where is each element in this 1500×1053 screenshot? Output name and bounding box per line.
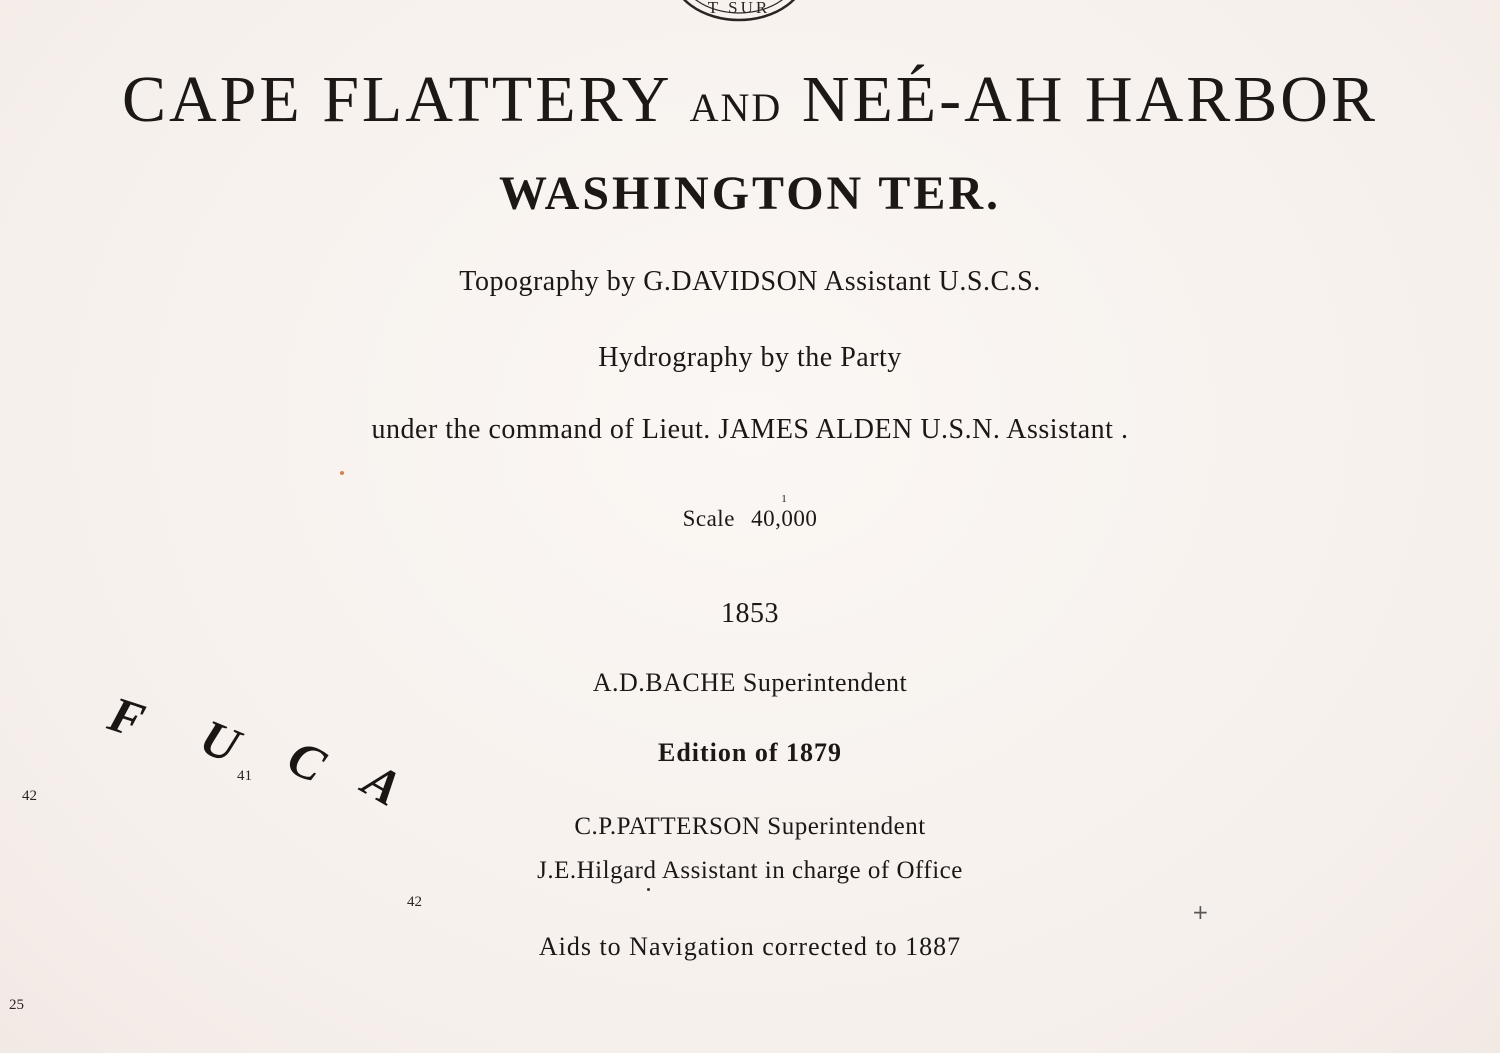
aids-to-navigation-note: Aids to Navigation corrected to 1887 [538,932,962,961]
scale-numerator: 1 [781,493,788,505]
superintendent-patterson: C.P.PATTERSON Superintendent [574,813,926,840]
title-and: AND [689,85,783,130]
edition-note: Edition of 1879 [657,738,843,767]
map-title [0,62,1500,138]
scale-note [0,493,1500,532]
assistant-in-charge: J.E.Hilgard Assistant in charge of Office [537,857,963,884]
water-label-letter-f: F [102,685,152,749]
water-label-letter-u: U [192,708,248,774]
sounding-depth: 41 [237,768,252,784]
survey-point-cross-icon: + [1192,900,1209,924]
hydrography-credit: Hydrography by the Party [598,342,902,373]
sounding-depth: 25 [9,997,24,1013]
water-label-letter-c: C [279,728,334,794]
command-credit: under the command of Lieut. JAMES ALDEN U.S.N. Assistant . [371,414,1129,445]
sounding-depth: 42 [22,788,37,804]
title-cape-flattery: CAPE FLATTERY [122,63,671,136]
topography-credit: Topography by G.DAVIDSON Assistant U.S.C.S. [459,266,1041,297]
title-neeah-harbor: NEÉ-AH HARBOR [801,63,1378,136]
superintendent-bache: A.D.BACHE Superintendent [592,668,908,697]
survey-seal-emblem [668,0,810,22]
seal-text: T SUR [707,0,771,17]
sounding-depth: 42 [407,894,422,910]
scale-label: Scale [682,506,735,531]
scale-denominator: 40,000 [751,506,818,531]
scale-fraction [751,493,818,532]
water-label-letter-a: A [354,751,412,817]
ink-speck [647,888,650,891]
survey-year: 1853 [721,598,779,629]
map-subtitle: WASHINGTON TER. [498,167,1002,220]
ink-speck [340,471,344,475]
